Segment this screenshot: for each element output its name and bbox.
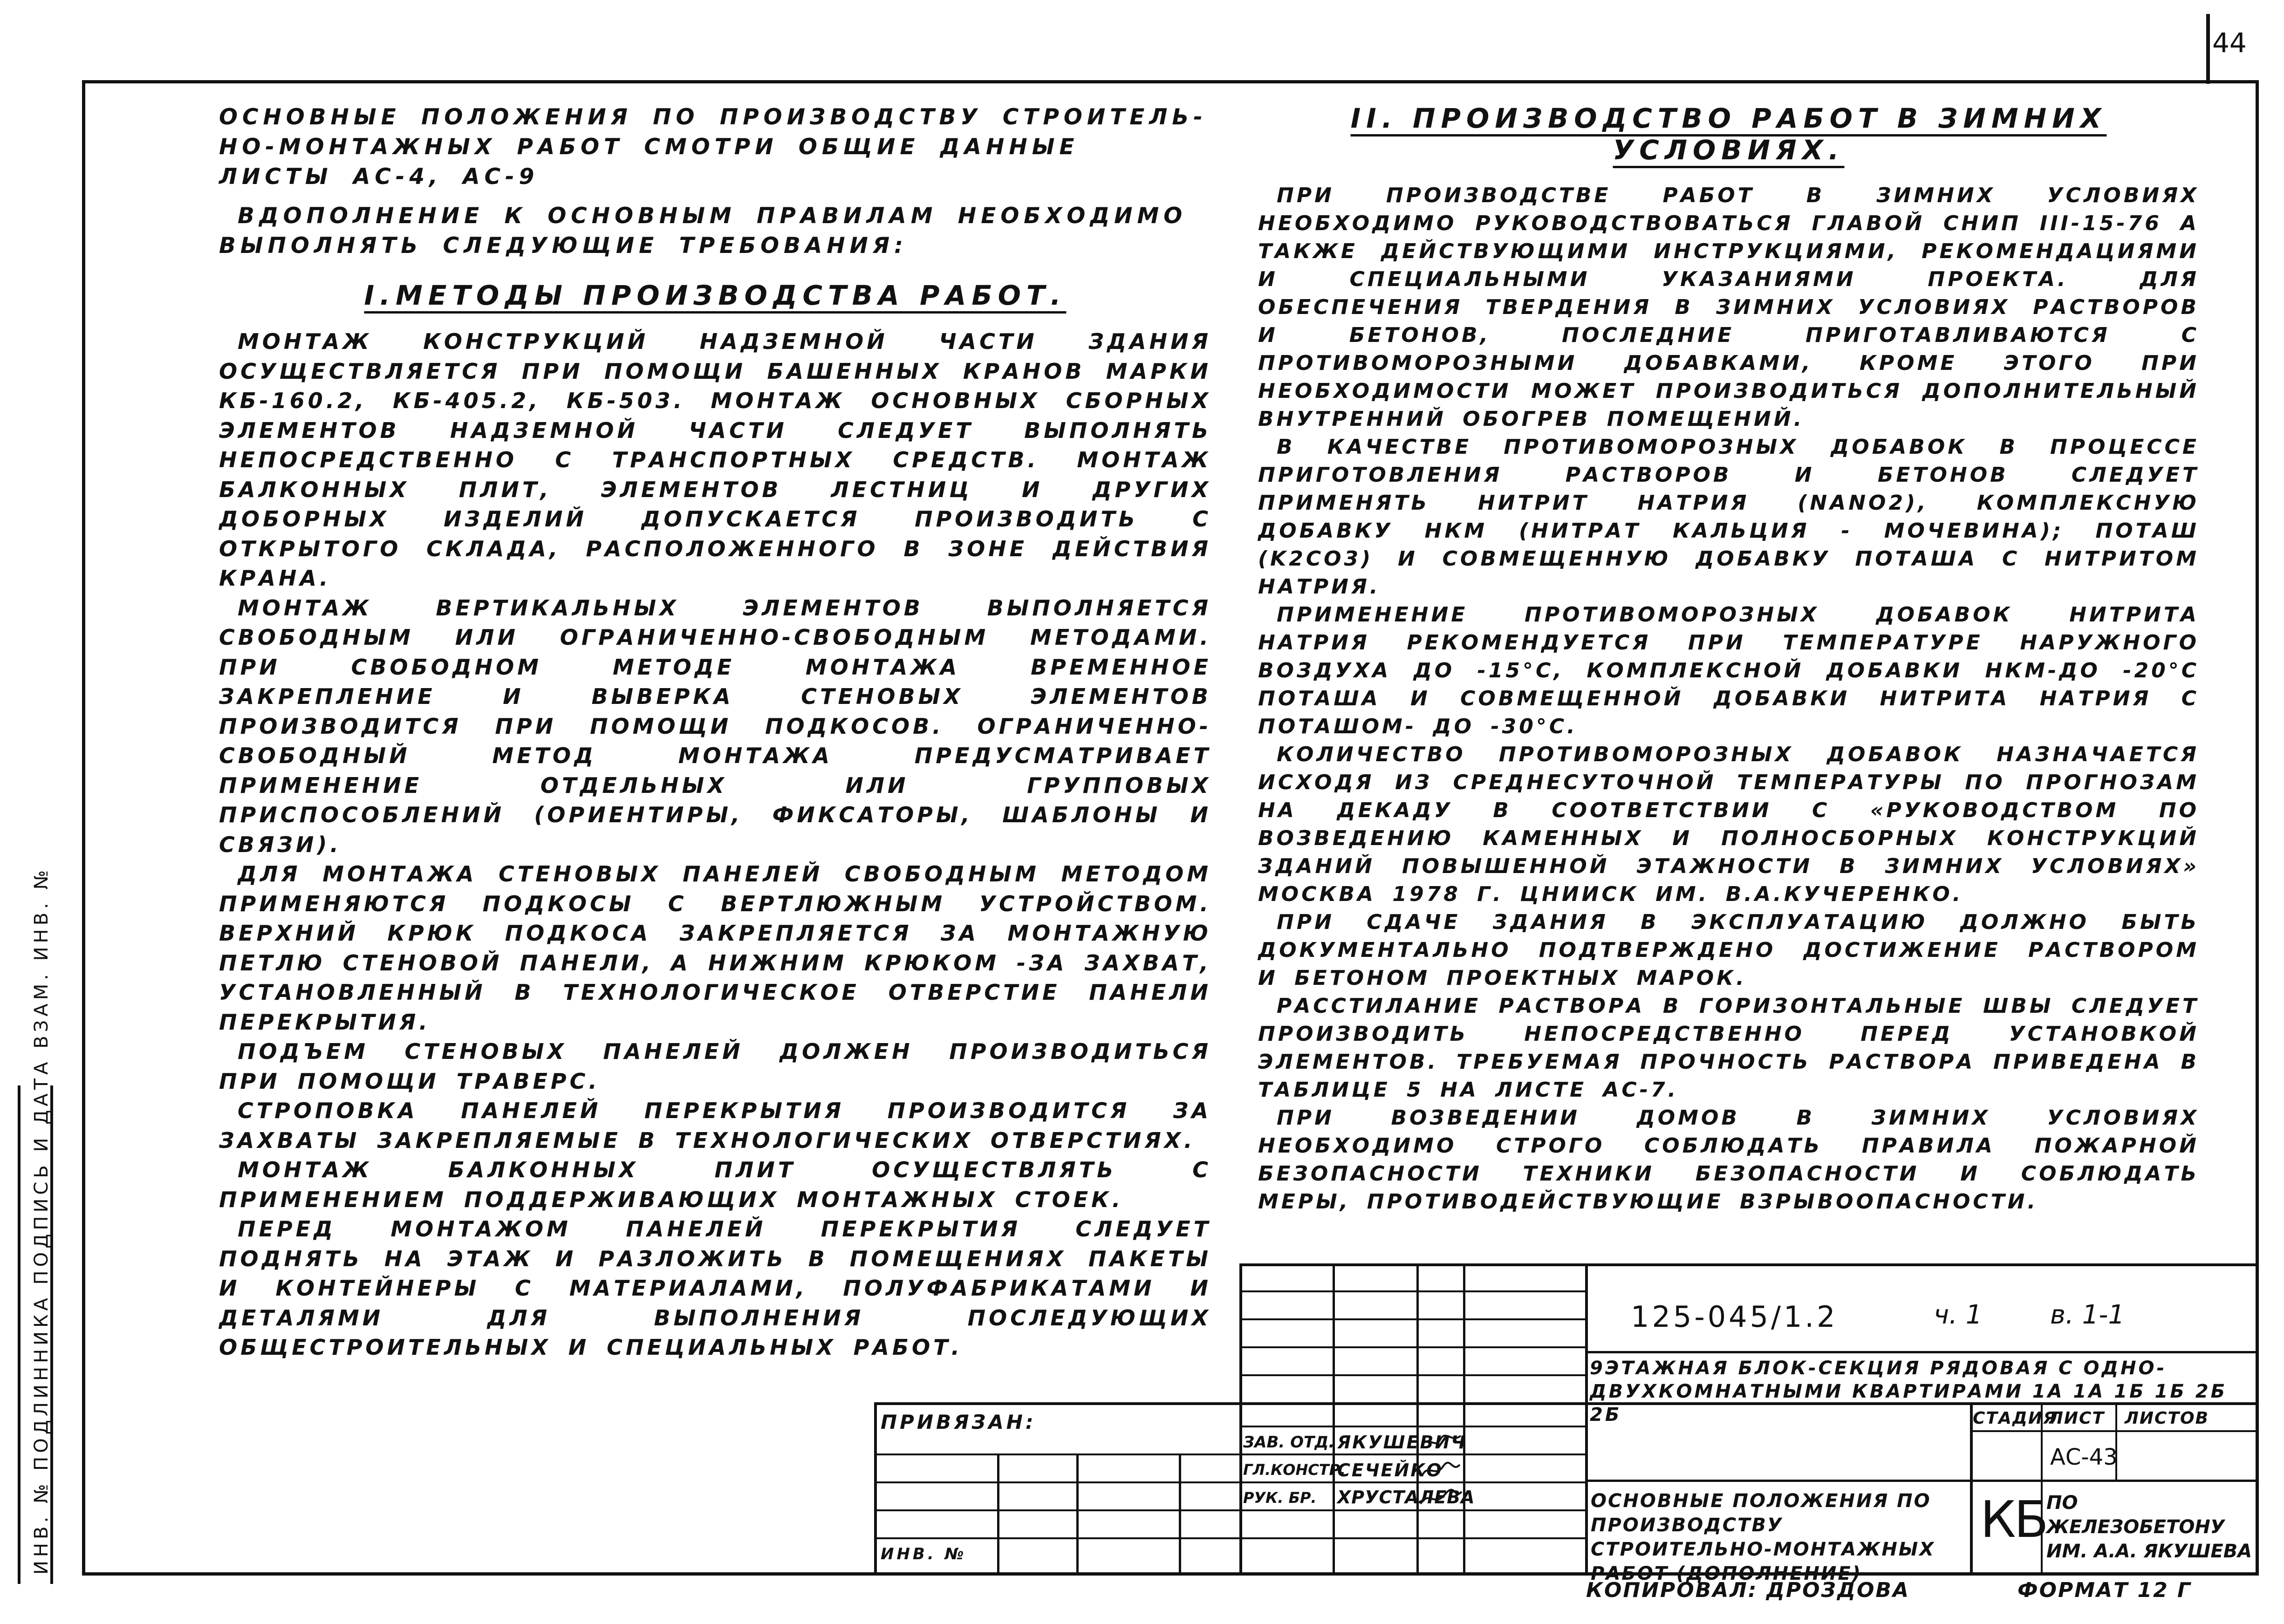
inventory-label: ИНВ. № [881,1545,967,1563]
paragraph: ДЛЯ МОНТАЖА СТЕНОВЫХ ПАНЕЛЕЙ СВОБОДНЫМ МЕТОДОМ ПРИМЕНЯЮТСЯ ПОДКОСЫ С ВЕРТЛЮЖНЫМ УСТРОЙСТВОМ. ВЕРХНИЙ КРЮК ПОДКОСА ЗАКРЕПЛЯЕТСЯ ЗА МОНТАЖНУЮ ПЕТЛЮ СТЕНОВОЙ ПАНЕЛИ, А НИЖНИМ КРЮКОМ -ЗА ЗАХВАТ, УСТАНОВЛЕННЫЙ В ТЕХНОЛОГИЧЕСКОЕ ОТВЕРСТИЕ ПАНЕЛИ ПЕРЕКРЫТИЯ. [219,861,1211,1035]
tb-rule [874,1402,877,1576]
tb-rule [874,1453,1588,1455]
paragraph: ПРИ ПРОИЗВОДСТВЕ РАБОТ В ЗИМНИХ УСЛОВИЯХ НЕОБХОДИМО РУКОВОДСТВОВАТЬСЯ ГЛАВОЙ СНИП III-15-76 А ТАКЖЕ ДЕЙСТВУЮЩИМИ ИНСТРУКЦИЯМИ, РЕКОМЕНДАЦИЯМИ И СПЕЦИАЛЬНЫМИ УКАЗАНИЯМИ ПРОЕКТА. ДЛЯ ОБЕСПЕЧЕНИЯ ТВЕРДЕНИЯ В ЗИМНИХ УСЛОВИЯХ РАСТВОРОВ И БЕТОНОВ, ПОСЛЕДНИЕ ПРИГОТАВЛИВАЮТСЯ С ПРОТИВОМОРОЗНЫМИ ДОБАВКАМИ, КРОМЕ ЭТОГО ПРИ НЕОБХОДИМОСТИ МОЖЕТ ПРОИЗВОДИТЬСЯ ДОПОЛНИТЕЛЬНЫЙ ВНУТРЕННИЙ ОБОГРЕВ ПОМЕЩЕНИЙ. [1258,184,2199,431]
tb-rule [1239,1426,1588,1427]
volume-number: в. 1-1 [2050,1300,2125,1330]
tb-rule [874,1481,1588,1483]
tb-rule [997,1453,999,1576]
sheets-header: ЛИСТОВ [2125,1409,2209,1428]
tb-rule [1076,1453,1079,1576]
role-name: СЕЧЕЙКО [1337,1460,1443,1481]
paragraph: МОНТАЖ ВЕРТИКАЛЬНЫХ ЭЛЕМЕНТОВ ВЫПОЛНЯЕТСЯ СВОБОДНЫМ ИЛИ ОГРАНИЧЕННО-СВОБОДНЫМ МЕТОДАМИ. ПРИ СВОБОДНОМ МЕТОДЕ МОНТАЖА ВРЕМЕННОЕ ЗАКРЕПЛЕНИЕ И ВЫВЕРКА СТЕНОВЫХ ЭЛЕМЕНТОВ ПРОИЗВОДИТСЯ ПРИ ПОМОЩИ ПОДКОСОВ. ОГРАНИЧЕННО-СВОБОДНЫЙ МЕТОД МОНТАЖА ПРЕДУСМАТРИВАЕТ ПРИМЕНЕНИЕ ОТДЕЛЬНЫХ ИЛИ ГРУППОВЫХ ПРИСПОСОБЛЕНИЙ (ОРИЕНТИРЫ, ФИКСАТОРЫ, ШАБЛОНЫ И СВЯЗИ). [219,595,1211,857]
tb-rule [1239,1263,2259,1266]
tb-rule [1585,1351,2259,1353]
tb-rule [874,1509,1588,1511]
paragraph: РАССТИЛАНИЕ РАСТВОРА В ГОРИЗОНТАЛЬНЫЕ ШВЫ СЛЕДУЕТ ПРОИЗВОДИТЬ НЕПОСРЕДСТВЕННО ПЕРЕД УСТАНОВКОЙ ЭЛЕМЕНТОВ. ТРЕБУЕМАЯ ПРОЧНОСТЬ РАСТВОРА ПРИВЕДЕНА В ТАБЛИЦЕ 5 НА ЛИСТЕ АС-7. [1258,994,2199,1102]
paragraph: СТРОПОВКА ПАНЕЛЕЙ ПЕРЕКРЫТИЯ ПРОИЗВОДИТСЯ ЗА ЗАХВАТЫ ЗАКРЕПЛЯЕМЫЕ В ТЕХНОЛОГИЧЕСКИХ ОТВЕРСТИЯХ. [219,1098,1211,1153]
tb-rule [1239,1318,1588,1320]
intro-paragraph: ВДОПОЛНЕНИЕ К ОСНОВНЫМ ПРАВИЛАМ НЕОБХОДИМО ВЫПОЛНЯТЬ СЛЕДУЮЩИЕ ТРЕБОВАНИЯ: [219,203,1187,259]
tb-rule [1970,1405,1973,1576]
tb-rule [1463,1263,1465,1576]
paragraph: ПРИ СДАЧЕ ЗДАНИЯ В ЭКСПЛУАТАЦИЮ ДОЛЖНО БЫТЬ ДОКУМЕНТАЛЬНО ПОДТВЕРЖДЕНО ДОСТИЖЕНИЕ РАСТВОРОМ И БЕТОНОМ ПРОЕКТНЫХ МАРОК. [1258,910,2199,990]
paragraph: ПРИМЕНЕНИЕ ПРОТИВОМОРОЗНЫХ ДОБАВОК НИТРИТА НАТРИЯ РЕКОМЕНДУЕТСЯ ПРИ ТЕМПЕРАТУРЕ НАРУЖНОГО ВОЗДУХА ДО -15°С, КОМПЛЕКСНОЙ ДОБАВКИ НКМ-ДО -20°С ПОТАША И СОВМЕЩЕННОЙ ДОБАВКИ НИТРИТА НАТРИЯ С ПОТАШОМ- ДО -30°С. [1258,603,2199,738]
privyazan-label: ПРИВЯЗАН: [881,1411,1036,1433]
paragraph: ПРИ ВОЗВЕДЕНИИ ДОМОВ В ЗИМНИХ УСЛОВИЯХ НЕОБХОДИМО СТРОГО СОБЛЮДАТЬ ПРАВИЛА ПОЖАРНОЙ БЕЗОПАСНОСТИ ТЕХНИКИ БЕЗОПАСНОСТИ И СОБЛЮДАТЬ МЕРЫ, ПРОТИВОДЕЙСТВУЮЩИЕ ВЗРЫВООПАСНОСТИ. [1258,1106,2199,1214]
stage-header: СТАДИЯ [1973,1409,2057,1428]
part-number: ч. 1 [1934,1300,1983,1330]
intro-paragraph: ОСНОВНЫЕ ПОЛОЖЕНИЯ ПО ПРОИЗВОДСТВУ СТРОИТЕЛЬ-НО-МОНТАЖНЫХ РАБОТ СМОТРИ ОБЩИЕ ДАННЫЕ ЛИСТЫ АС-4, АС-9 [219,104,1207,190]
sheet-title: ОСНОВНЫЕ ПОЛОЖЕНИЯ ПО ПРОИЗВОДСТВУ СТРОИТЕЛЬНО-МОНТАЖНЫХ РАБОТ (ДОПОЛНЕНИЕ) [1591,1490,1935,1584]
paragraph: МОНТАЖ КОНСТРУКЦИЙ НАДЗЕМНОЙ ЧАСТИ ЗДАНИЯ ОСУЩЕСТВЛЯЕТСЯ ПРИ ПОМОЩИ БАШЕННЫХ КРАНОВ МАРКИ КБ-160.2, КБ-405.2, КБ-503. МОНТАЖ ОСНОВНЫХ СБОРНЫХ ЭЛЕМЕНТОВ НАДЗЕМНОЙ ЧАСТИ СЛЕДУЕТ ВЫПОЛНЯТЬ НЕПОСРЕДСТВЕННО С ТРАНСПОРТНЫХ СРЕДСТВ. МОНТАЖ БАЛКОННЫХ ПЛИТ, ЭЛЕМЕНТОВ ЛЕСТНИЦ И ДРУГИХ ДОБОРНЫХ ИЗДЕЛИЙ ДОПУСКАЕТСЯ ПРОИЗВОДИТЬ С ОТКРЫТОГО СКЛАДА, РАСПОЛОЖЕННОГО В ЗОНЕ ДЕЙСТВИЯ КРАНА. [219,329,1211,591]
paragraph: В КАЧЕСТВЕ ПРОТИВОМОРОЗНЫХ ДОБАВОК В ПРОЦЕССЕ ПРИГОТОВЛЕНИЯ РАСТВОРОВ И БЕТОНОВ СЛЕДУЕТ ПРИМЕНЯТЬ НИТРИТ НАТРИЯ (NANO2), КОМПЛЕКСНУЮ ДОБАВКУ НКМ (НИТРАТ КАЛЬЦИЯ - МОЧЕВИНА); ПОТАШ (K2CO3) И СОВМЕЩЕННУЮ ДОБАВКУ ПОТАША С НИТРИТОМ НАТРИЯ. [1258,435,2199,599]
tb-rule [1239,1374,1588,1376]
role-label: ГЛ.КОНСТР. [1243,1461,1346,1479]
copied-by: КОПИРОВАЛ: ДРОЗДОВА [1586,1578,1910,1602]
tb-rule [1239,1290,1588,1292]
sheet-header: ЛИСТ [2049,1409,2105,1428]
tb-rule [1970,1430,2259,1432]
paragraph: ПЕРЕД МОНТАЖОМ ПАНЕЛЕЙ ПЕРЕКРЫТИЯ СЛЕДУЕТ ПОДНЯТЬ НА ЭТАЖ И РАЗЛОЖИТЬ В ПОМЕЩЕНИЯХ ПАКЕТЫ И КОНТЕЙНЕРЫ С МАТЕРИАЛАМИ, ПОЛУФАБРИКАТАМИ И ДЕТАЛЯМИ ДЛЯ ВЫПОЛНЕНИЯ ПОСЛЕДУЮЩИХ ОБЩЕСТРОИТЕЛЬНЫХ И СПЕЦИАЛЬНЫХ РАБОТ. [219,1216,1211,1360]
tb-rule [1179,1453,1181,1576]
paragraph: КОЛИЧЕСТВО ПРОТИВОМОРОЗНЫХ ДОБАВОК НАЗНАЧАЕТСЯ ИСХОДЯ ИЗ СРЕДНЕСУТОЧНОЙ ТЕМПЕРАТУРЫ ПО ПРОГНОЗАМ НА ДЕКАДУ В СООТВЕТСТВИИ С «РУКОВОДСТВОМ ПО ВОЗВЕДЕНИЮ КАМЕННЫХ И ПОЛНОСБОРНЫХ КОНСТРУКЦИЙ ЗДАНИЙ ПОВЫШЕННОЙ ЭТАЖНОСТИ В ЗИМНИХ УСЛОВИЯХ» МОСКВА 1978 Г. ЦНИИСК ИМ. В.А.КУЧЕРЕНКО. [1258,743,2199,906]
sheet-number: 44 [2212,27,2247,59]
section-title-winter: II. ПРОИЗВОДСТВО РАБОТ В ЗИМНИХ УСЛОВИЯХ. [1350,102,2107,166]
signatures [1419,1429,1463,1513]
role-label: РУК. БР. [1243,1489,1317,1507]
paragraph: ПОДЪЕМ СТЕНОВЫХ ПАНЕЛЕЙ ДОЛЖЕН ПРОИЗВОДИТЬСЯ ПРИ ПОМОЩИ ТРАВЕРС. [219,1039,1211,1094]
tb-rule [874,1537,1588,1539]
role-name: ЯКУШЕВИЧ [1337,1432,1467,1453]
tb-rule [1239,1263,1242,1576]
org-code: КБ [1980,1491,2047,1549]
tb-rule [1416,1263,1419,1576]
sheet-code: АС-43 [2050,1444,2118,1470]
tb-rule [1585,1480,2259,1482]
paragraph: МОНТАЖ БАЛКОННЫХ ПЛИТ ОСУЩЕСТВЛЯТЬ С ПРИМЕНЕНИЕМ ПОДДЕРЖИВАЮЩИХ МОНТАЖНЫХ СТОЕК. [219,1157,1211,1212]
project-code: 125-045/1.2 [1631,1300,1838,1334]
building-title: 9ЭТАЖНАЯ БЛОК-СЕКЦИЯ РЯДОВАЯ С ОДНО-ДВУХКОМНАТНЫМИ КВАРТИРАМИ 1А 1А 1Б 1Б 2Б 2Б [1590,1358,2228,1426]
role-name: ХРУСТАЛЕВА [1337,1487,1475,1508]
tb-rule [1333,1263,1335,1576]
tb-rule [1585,1263,1588,1576]
binding-text: ИНВ. № ПОДЛИННИКА ПОДПИСЬ И ДАТА ВЗАМ. ИНВ. № [31,866,52,1575]
tb-rule [1239,1346,1588,1348]
org-name: ПО ЖЕЛЕЗОБЕТОНУ ИМ. А.А. ЯКУШЕВА [2046,1492,2252,1562]
section-title-methods: I.МЕТОДЫ ПРОИЗВОДСТВА РАБОТ. [364,280,1067,311]
role-label: ЗАВ. ОТД. [1243,1433,1335,1452]
format-label: ФОРМАТ 12 Г [2017,1578,2192,1602]
